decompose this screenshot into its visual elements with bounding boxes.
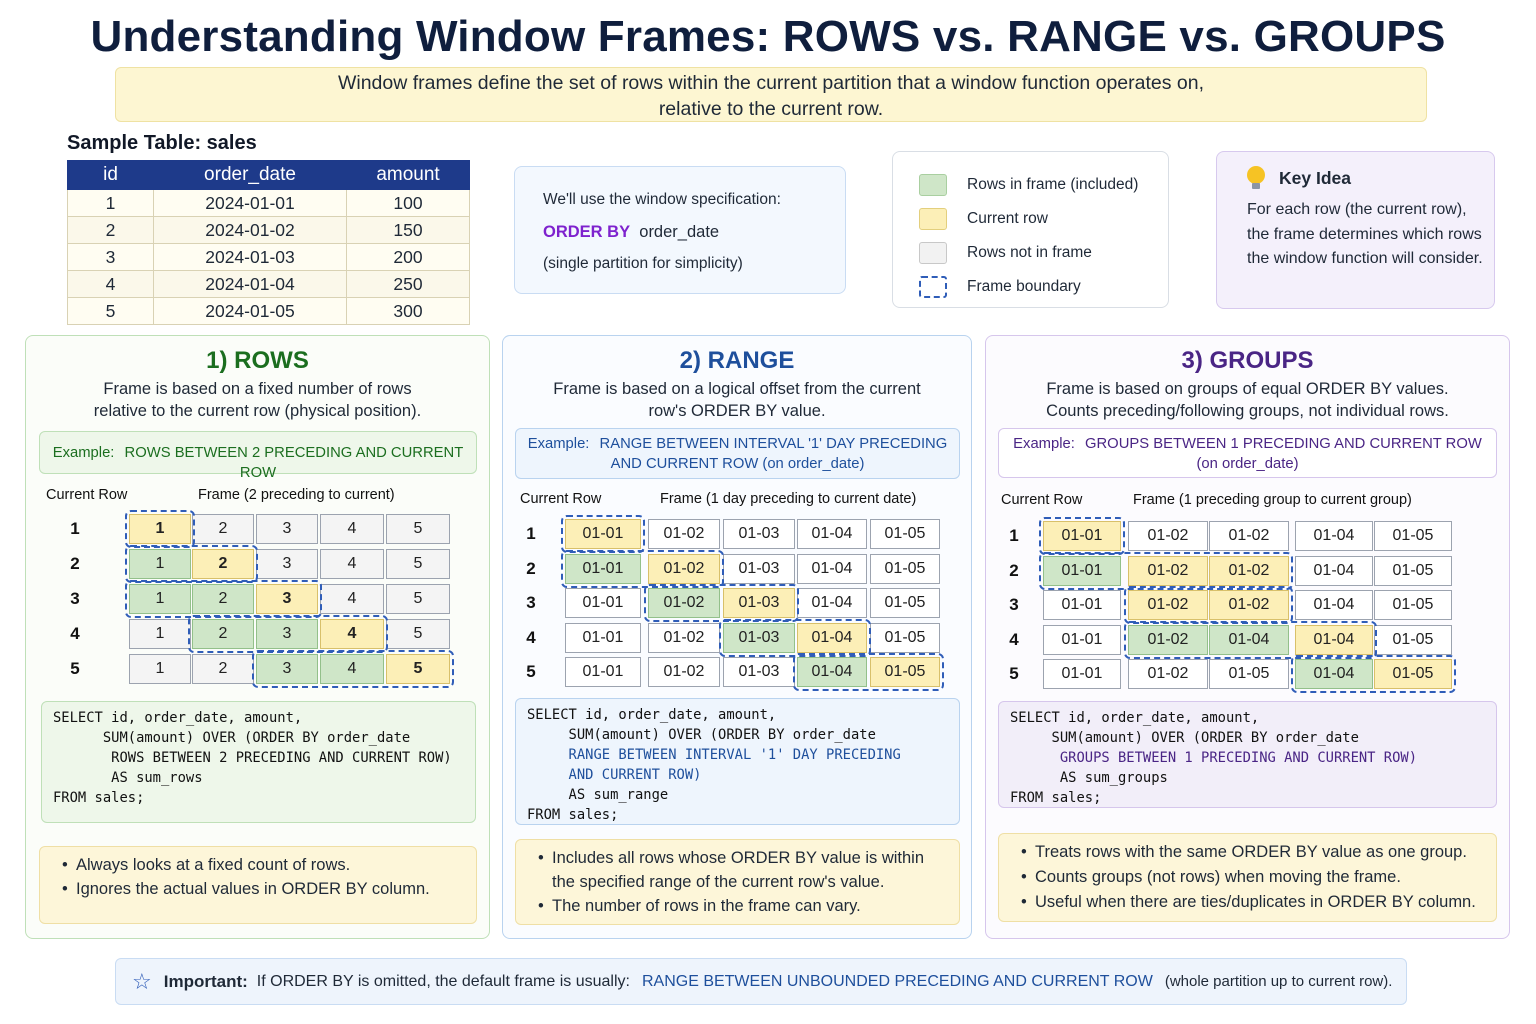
code-line: SUM(amount) OVER (ORDER BY order_date bbox=[1010, 730, 1359, 746]
column-header-order-date: order_date bbox=[154, 161, 347, 190]
frame-cell: 4 bbox=[320, 584, 384, 614]
frame-cell: 01-04 bbox=[1295, 556, 1373, 586]
frame-cell: 2 bbox=[192, 514, 254, 544]
spec-column: order_date bbox=[639, 223, 720, 241]
description-line: relative to the current row (physical position). bbox=[93, 402, 422, 420]
frame-cell: 01-04 bbox=[797, 623, 867, 653]
frame-cell: 01-01 bbox=[1043, 659, 1121, 689]
row-number: 4 bbox=[70, 624, 80, 643]
table-cell: 2024-01-05 bbox=[154, 298, 347, 325]
frame-cell: 1 bbox=[129, 584, 191, 614]
lightbulb-icon bbox=[1247, 166, 1265, 190]
key-idea-body: For each row (the current row), the frame determines which rows the window function will consider. bbox=[1247, 201, 1483, 267]
example-box bbox=[998, 428, 1497, 478]
example-clause: GROUPS BETWEEN 1 PRECEDING AND CURRENT ROW bbox=[1084, 436, 1482, 452]
legend-item-in-frame bbox=[919, 168, 1168, 202]
frame-cell: 01-03 bbox=[723, 519, 795, 549]
frame-cell: 01-02 bbox=[1128, 659, 1208, 689]
dashed-swatch bbox=[919, 276, 947, 298]
frame-cell: 01-02 bbox=[648, 554, 720, 584]
page-title: Understanding Window Frames: ROWS vs. RANGE vs. GROUPS bbox=[90, 12, 1446, 61]
current-row-header: Current Row bbox=[1001, 492, 1083, 508]
frame-cell: 01-01 bbox=[565, 519, 641, 549]
row-number: 3 bbox=[70, 589, 80, 608]
groups-panel bbox=[985, 335, 1510, 939]
example-line: (on order_date) bbox=[1196, 456, 1299, 472]
frame-cell: 01-02 bbox=[1209, 521, 1289, 551]
frame-cell: 01-04 bbox=[1209, 625, 1289, 655]
row-number: 2 bbox=[70, 554, 80, 573]
frame-cell: 3 bbox=[256, 654, 318, 684]
table-cell: 3 bbox=[68, 244, 154, 271]
frame-cell: 1 bbox=[129, 654, 191, 684]
description-line: Frame is based on a fixed number of rows bbox=[103, 380, 412, 398]
table-cell: 2024-01-03 bbox=[154, 244, 347, 271]
row-number: 2 bbox=[1009, 561, 1019, 580]
description-line: row's ORDER BY value. bbox=[648, 402, 826, 420]
frame-cell: 01-05 bbox=[1374, 590, 1452, 620]
frame-cell: 01-05 bbox=[1374, 556, 1452, 586]
gray-swatch bbox=[919, 242, 947, 264]
frame-cell: 01-02 bbox=[1209, 556, 1289, 586]
green-swatch bbox=[919, 174, 947, 196]
frame-cell: 01-05 bbox=[870, 623, 940, 653]
code-line: SELECT id, order_date, amount, bbox=[1010, 710, 1260, 726]
frame-cell: 1 bbox=[129, 619, 191, 649]
sample-table-title: Sample Table: sales bbox=[67, 132, 257, 154]
frame-cell: 01-05 bbox=[1374, 521, 1452, 551]
note-text: Includes all rows whose ORDER BY value is within bbox=[552, 849, 925, 867]
sql-code-block bbox=[515, 698, 960, 825]
frame-cell: 3 bbox=[256, 549, 318, 579]
subtitle-line: Window frames define the set of rows within the current partition that a window function operates on, bbox=[337, 72, 1205, 94]
frame-cell: 5 bbox=[386, 549, 450, 579]
frame-cell: 01-05 bbox=[870, 554, 940, 584]
note-item: • Ignores the actual values in ORDER BY column. bbox=[62, 877, 476, 901]
code-line: AS sum_groups bbox=[1010, 770, 1168, 786]
legend-label: Current row bbox=[967, 210, 1048, 227]
code-line: FROM sales; bbox=[1010, 790, 1102, 806]
yellow-swatch bbox=[919, 208, 947, 230]
panel-title: 2) RANGE bbox=[679, 347, 795, 374]
legend-label: Frame boundary bbox=[967, 278, 1081, 295]
legend-label: Rows not in frame bbox=[967, 244, 1092, 261]
code-line: RANGE BETWEEN INTERVAL '1' DAY PRECEDING bbox=[527, 747, 901, 763]
key-idea-title-row bbox=[1247, 166, 1494, 190]
important-code: RANGE BETWEEN UNBOUNDED PRECEDING AND CURRENT ROW bbox=[641, 972, 1153, 990]
frame-cell: 01-03 bbox=[723, 623, 795, 653]
note-item: • The number of rows in the frame can vary. bbox=[538, 894, 959, 918]
notes-box bbox=[39, 846, 477, 924]
frame-cell: 01-05 bbox=[1374, 625, 1452, 655]
example-label: Example: bbox=[527, 436, 590, 452]
frame-cell: 01-02 bbox=[1128, 590, 1208, 620]
frame-cell: 01-01 bbox=[565, 554, 641, 584]
frame-cell: 01-04 bbox=[797, 588, 867, 618]
code-line: FROM sales; bbox=[53, 790, 145, 806]
subtitle-line: relative to the current row. bbox=[658, 98, 884, 120]
code-line: AND CURRENT ROW) bbox=[527, 767, 702, 783]
example-label: Example: bbox=[52, 445, 115, 461]
example-label: Example: bbox=[1013, 436, 1075, 452]
row-number: 1 bbox=[526, 524, 536, 543]
note-item: • Counts groups (not rows) when moving the frame. bbox=[1021, 865, 1496, 890]
table-row bbox=[68, 298, 470, 325]
rows-panel bbox=[25, 335, 490, 939]
spec-keyword: ORDER BY bbox=[543, 223, 631, 241]
frame-cell: 5 bbox=[386, 654, 450, 684]
table-cell: 2024-01-04 bbox=[154, 271, 347, 298]
frame-cell: 1 bbox=[129, 549, 191, 579]
frame-header: Frame (2 preceding to current) bbox=[198, 487, 395, 503]
description-line: Counts preceding/following groups, not individual rows. bbox=[1046, 402, 1449, 420]
frame-cell: 3 bbox=[256, 584, 318, 614]
frame-cell: 01-02 bbox=[1128, 556, 1208, 586]
panel-description bbox=[503, 378, 971, 422]
example-clause: ROWS BETWEEN 2 PRECEDING AND CURRENT ROW bbox=[124, 445, 464, 481]
frame-cell: 01-02 bbox=[1128, 521, 1208, 551]
code-line: GROUPS BETWEEN 1 PRECEDING AND CURRENT ROW) bbox=[1010, 750, 1418, 766]
frame-cell: 01-01 bbox=[565, 657, 641, 687]
frame-cell: 01-01 bbox=[565, 588, 641, 618]
note-item: • Useful when there are ties/duplicates in ORDER BY column. bbox=[1021, 890, 1496, 915]
frame-cell: 4 bbox=[320, 549, 384, 579]
code-line: ROWS BETWEEN 2 PRECEDING AND CURRENT ROW) bbox=[53, 750, 452, 766]
important-label: Important: bbox=[163, 971, 248, 991]
row-number: 5 bbox=[526, 662, 536, 681]
example-line: AND CURRENT ROW (on order_date) bbox=[610, 456, 865, 472]
sample-table bbox=[67, 160, 470, 325]
table-cell: 4 bbox=[68, 271, 154, 298]
legend-label: Rows in frame (included) bbox=[967, 176, 1139, 193]
legend-item-current bbox=[919, 202, 1168, 236]
frame-cell: 01-05 bbox=[870, 657, 940, 687]
table-cell: 2024-01-01 bbox=[154, 190, 347, 217]
frame-cell: 4 bbox=[320, 654, 384, 684]
table-row bbox=[68, 271, 470, 298]
frame-cell: 01-03 bbox=[723, 554, 795, 584]
frame-cell: 01-02 bbox=[648, 588, 720, 618]
key-idea-box bbox=[1216, 151, 1495, 309]
example-box bbox=[39, 431, 477, 481]
row-number: 1 bbox=[70, 519, 80, 538]
notes-box bbox=[515, 839, 960, 925]
table-row bbox=[68, 190, 470, 217]
frame-cell: 01-02 bbox=[1128, 625, 1208, 655]
key-idea-title: Key Idea bbox=[1279, 167, 1351, 188]
spec-note: (single partition for simplicity) bbox=[543, 255, 743, 272]
table-cell: 100 bbox=[347, 190, 470, 217]
example-line bbox=[516, 434, 959, 454]
table-row bbox=[68, 217, 470, 244]
panel-description bbox=[26, 378, 489, 422]
important-note bbox=[115, 958, 1407, 1005]
frame-cell: 01-04 bbox=[797, 657, 867, 687]
frame-cell: 01-05 bbox=[1209, 659, 1289, 689]
frame-cell: 01-01 bbox=[1043, 590, 1121, 620]
row-number: 5 bbox=[70, 659, 80, 678]
row-number: 1 bbox=[1009, 526, 1019, 545]
row-number: 3 bbox=[1009, 595, 1019, 614]
frame-cell: 5 bbox=[386, 619, 450, 649]
frame-cell: 01-04 bbox=[1295, 590, 1373, 620]
frame-cell: 01-03 bbox=[723, 657, 795, 687]
frame-cell: 01-05 bbox=[1374, 659, 1452, 689]
note-item bbox=[538, 846, 959, 894]
legend-item-not-in-frame bbox=[919, 236, 1168, 270]
row-number: 2 bbox=[526, 559, 536, 578]
spec-intro: We'll use the window specification: bbox=[543, 191, 781, 208]
notes-box bbox=[998, 833, 1497, 922]
table-row bbox=[68, 244, 470, 271]
frame-cell: 5 bbox=[386, 514, 450, 544]
range-panel bbox=[502, 335, 972, 939]
frame-cell: 3 bbox=[256, 514, 318, 544]
star-icon: ☆ bbox=[132, 968, 152, 994]
column-header-amount: amount bbox=[347, 161, 470, 190]
frame-cell: 01-02 bbox=[648, 623, 720, 653]
legend-item-boundary bbox=[919, 270, 1168, 304]
row-number: 3 bbox=[526, 593, 536, 612]
frame-cell: 01-01 bbox=[1043, 556, 1121, 586]
frame-header: Frame (1 day preceding to current date) bbox=[660, 491, 917, 507]
code-line: SUM(amount) OVER (ORDER BY order_date bbox=[527, 727, 876, 743]
frame-cell: 1 bbox=[129, 514, 191, 544]
table-cell: 2 bbox=[68, 217, 154, 244]
frame-cell: 3 bbox=[256, 619, 318, 649]
frame-cell: 01-04 bbox=[1295, 625, 1373, 655]
frame-cell: 01-02 bbox=[648, 657, 720, 687]
frame-header: Frame (1 preceding group to current group) bbox=[1133, 492, 1412, 508]
subtitle-banner bbox=[115, 67, 1427, 122]
code-line: FROM sales; bbox=[527, 807, 619, 823]
example-line bbox=[999, 434, 1496, 454]
example-clause: RANGE BETWEEN INTERVAL '1' DAY PRECEDING bbox=[599, 436, 948, 452]
table-cell: 2024-01-02 bbox=[154, 217, 347, 244]
column-header-id: id bbox=[68, 161, 154, 190]
code-line: AS sum_rows bbox=[53, 770, 203, 786]
note-item: • Always looks at a fixed count of rows. bbox=[62, 853, 476, 877]
table-cell: 1 bbox=[68, 190, 154, 217]
frame-cell: 01-02 bbox=[1209, 590, 1289, 620]
frame-cell: 5 bbox=[386, 584, 450, 614]
table-cell: 150 bbox=[347, 217, 470, 244]
frame-cell: 4 bbox=[320, 619, 384, 649]
panel-title: 3) GROUPS bbox=[1181, 347, 1314, 374]
frame-cell: 2 bbox=[192, 584, 254, 614]
frame-cell: 01-04 bbox=[797, 554, 867, 584]
panel-description bbox=[986, 378, 1509, 422]
current-row-header: Current Row bbox=[520, 491, 602, 507]
sql-code-block bbox=[41, 701, 476, 823]
note-text: the specified range of the current row's value. bbox=[552, 873, 885, 891]
frame-cell: 2 bbox=[192, 654, 254, 684]
important-tail: (whole partition up to current row). bbox=[1164, 973, 1393, 990]
frame-cell: 01-01 bbox=[1043, 625, 1121, 655]
spec-clause bbox=[543, 223, 845, 242]
code-line: SUM(amount) OVER (ORDER BY order_date bbox=[53, 730, 411, 746]
legend bbox=[892, 151, 1169, 308]
frame-cell: 01-04 bbox=[797, 519, 867, 549]
table-cell: 200 bbox=[347, 244, 470, 271]
frame-cell: 01-02 bbox=[648, 519, 720, 549]
table-cell: 5 bbox=[68, 298, 154, 325]
description-line: Frame is based on groups of equal ORDER BY values. bbox=[1046, 380, 1449, 398]
frame-cell: 01-05 bbox=[870, 519, 940, 549]
frame-cell: 2 bbox=[192, 619, 254, 649]
code-line: SELECT id, order_date, amount, bbox=[527, 707, 777, 723]
note-item: • Treats rows with the same ORDER BY value as one group. bbox=[1021, 840, 1496, 865]
row-number: 5 bbox=[1009, 664, 1019, 683]
frame-cell: 01-05 bbox=[870, 588, 940, 618]
frame-cell: 01-03 bbox=[723, 588, 795, 618]
table-cell: 250 bbox=[347, 271, 470, 298]
row-number: 4 bbox=[526, 628, 536, 647]
sql-code-block bbox=[998, 701, 1497, 808]
description-line: Frame is based on a logical offset from the current bbox=[553, 380, 921, 398]
important-text: If ORDER BY is omitted, the default frame is usually: bbox=[256, 972, 630, 990]
code-line: SELECT id, order_date, amount, bbox=[53, 710, 303, 726]
panel-title: 1) ROWS bbox=[206, 347, 309, 374]
row-number: 4 bbox=[1009, 630, 1019, 649]
current-row-header: Current Row bbox=[46, 487, 128, 503]
frame-cell: 01-04 bbox=[1295, 659, 1373, 689]
table-cell: 300 bbox=[347, 298, 470, 325]
example-box bbox=[515, 428, 960, 479]
frame-cell: 4 bbox=[320, 514, 384, 544]
code-line: AS sum_range bbox=[527, 787, 669, 803]
window-spec-box bbox=[514, 166, 846, 294]
frame-cell: 01-01 bbox=[1043, 521, 1121, 551]
frame-cell: 01-01 bbox=[565, 623, 641, 653]
frame-cell: 2 bbox=[192, 549, 254, 579]
frame-cell: 01-04 bbox=[1295, 521, 1373, 551]
